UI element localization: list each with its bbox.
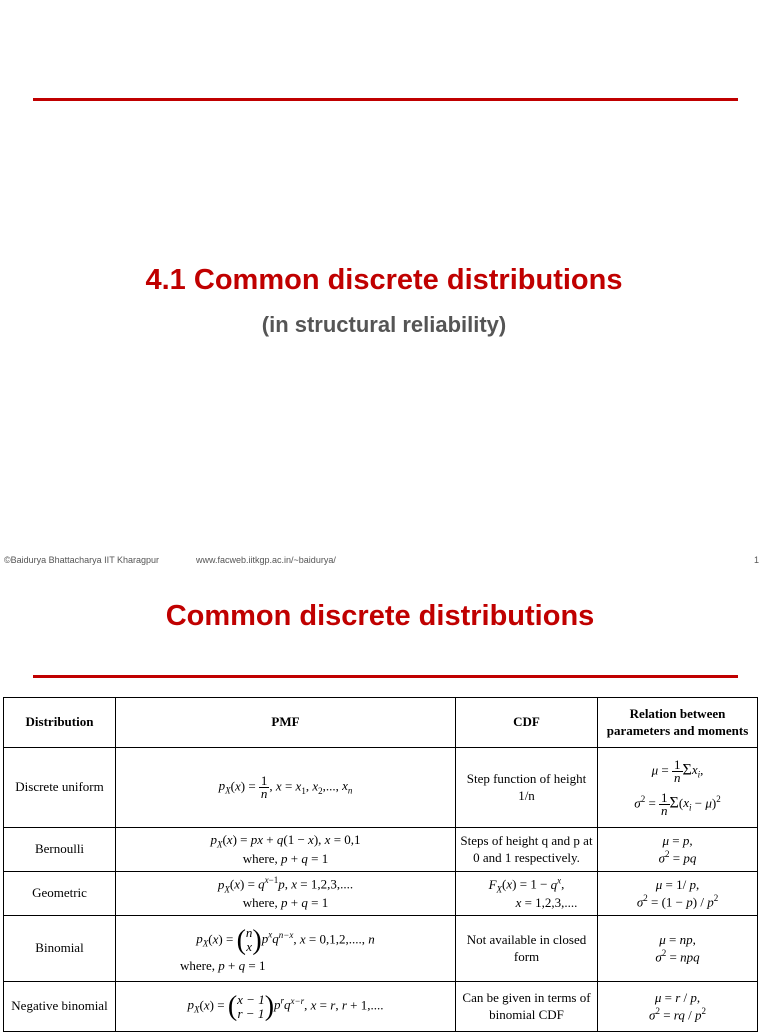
distribution-table	[3, 697, 758, 1032]
table-row	[4, 982, 758, 1032]
row-cdf: Can be given in terms of binomial CDF	[456, 982, 598, 1032]
row-pmf: $p_X(x)$ = $\frac{1}{n}$ , $x = x_1$, $x_2$,..., $x_n$	[116, 748, 456, 828]
header-distribution: Distribution	[4, 698, 116, 748]
row-pmf: $p_X(x) = q^{x-1}p$, x = 1,2,3,.... where, p + q = 1	[116, 872, 456, 916]
row-distribution: Geometric	[4, 872, 116, 916]
row-distribution: Bernoulli	[4, 828, 116, 872]
row-distribution: Discrete uniform	[4, 748, 116, 828]
header-pmf: PMF	[116, 698, 456, 748]
header-relation: Relation between parameters and moments	[598, 698, 758, 748]
row-cdf: Step function of height 1/n	[456, 748, 598, 828]
slide-subtitle: (in structural reliability)	[261, 312, 507, 337]
table-row	[4, 916, 758, 982]
row-distribution: Negative binomial	[4, 982, 116, 1032]
page-number: 1	[754, 555, 760, 565]
top-divider	[33, 98, 738, 101]
table-row	[4, 828, 758, 872]
row-distribution: Binomial	[4, 916, 116, 982]
row-pmf: $p_X(x) = (x - 1$ $r - 1)p^rq^{x-r}$, x = r, r + 1,....	[116, 982, 456, 1032]
footer-author: ©Baidurya Bhattacharya IIT Kharagpur	[4, 555, 160, 565]
row-pmf: $p_X(x)$ = px + q(1 − x), x = 0,1 where, p + q = 1	[116, 828, 456, 872]
table-row	[4, 748, 758, 828]
header-cdf: CDF	[456, 698, 598, 748]
row-moments: μ = p, $\sigma^2$ = pq	[598, 828, 758, 872]
row-moments: μ = $\frac{1}{n}$ $\Sigma x_i$, $\sigma^2$ = $\frac{1}{n}$ $\Sigma(x_i - \mu)^2$	[598, 748, 758, 828]
row-moments: μ = np, $\sigma^2$ = npq	[598, 916, 758, 982]
row-pmf: $p_X(x) = (n$ $x)p^xq^{n-x}$, x = 0,1,2,...., n where, p + q = 1	[116, 916, 456, 982]
slide2-divider	[33, 675, 738, 678]
table-header-row	[4, 698, 758, 748]
footer-url: www.facweb.iitkgp.ac.in/~baidurya/	[196, 555, 336, 565]
row-cdf: Not available in closed form	[456, 916, 598, 982]
table-row	[4, 872, 758, 916]
row-moments: μ = 1/ p, $\sigma^2 = (1 - p) / p^2$	[598, 872, 758, 916]
row-moments: μ = r / p, $\sigma^2$ = rq / $p^2$	[598, 982, 758, 1032]
slide-title: 4.1 Common discrete distributions	[145, 264, 623, 296]
slide2-title: Common discrete distributions	[165, 600, 595, 632]
row-cdf: Steps of height q and p at 0 and 1 respectively.	[456, 828, 598, 872]
row-cdf: $F_X(x) = 1 - q^x$, x = 1,2,3,....	[456, 872, 598, 916]
